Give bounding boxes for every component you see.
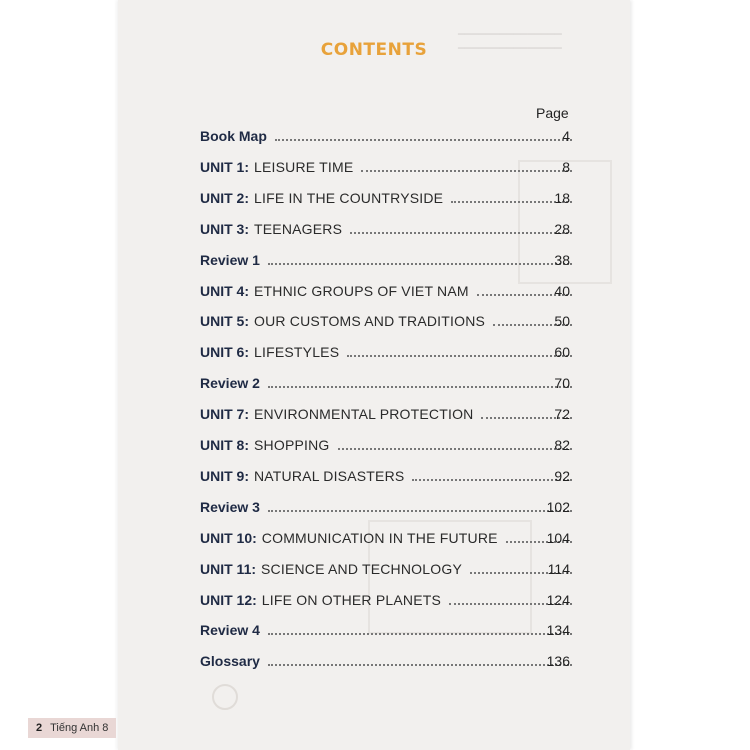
dot-leader (268, 507, 572, 512)
toc-page-number: 60 (554, 344, 570, 361)
toc-entry-label: Review 1 (200, 251, 260, 268)
dot-leader (268, 630, 572, 635)
toc-entry-title: NATURAL DISASTERS (254, 467, 405, 484)
toc-page-number: 114 (547, 560, 570, 577)
toc-entry (200, 588, 572, 608)
toc-entry-title: TEENAGERS (254, 220, 343, 237)
toc-entry (200, 340, 572, 360)
toc-entry (200, 186, 572, 206)
toc-entry-label: UNIT 2: (200, 189, 249, 206)
toc-page-number: 134 (546, 622, 570, 639)
toc-entry-label: Glossary (200, 653, 260, 670)
toc-entry (200, 124, 572, 144)
toc-entry-title: ETHNIC GROUPS OF VIET NAM (254, 282, 469, 299)
toc-entry-label: Book Map (200, 128, 267, 144)
toc-entry (200, 433, 572, 453)
dot-leader (268, 260, 572, 265)
toc-entry (200, 618, 572, 638)
toc-entry (200, 464, 572, 484)
toc-entry (200, 402, 572, 422)
toc-entry (200, 155, 572, 175)
toc-entry-title: COMMUNICATION IN THE FUTURE (261, 529, 498, 546)
toc-entry-label: UNIT 5: (200, 313, 249, 330)
toc-entry (200, 495, 572, 515)
dot-leader (275, 136, 572, 141)
toc-page-number: 18 (554, 189, 570, 206)
toc-entry-title: LIFE ON OTHER PLANETS (261, 591, 442, 608)
toc-entry-label: UNIT 6: (200, 344, 249, 361)
toc-entry-title: SCIENCE AND TECHNOLOGY (261, 560, 462, 577)
footer-page-number: 2 (36, 722, 43, 734)
toc-entry (200, 649, 572, 669)
toc-page-number: 4 (562, 128, 570, 144)
toc-entry-title: LEISURE TIME (254, 158, 354, 175)
toc-entry (200, 217, 572, 237)
toc-entry-label: UNIT 4: (200, 282, 249, 299)
toc-entry-label: UNIT 11: (200, 560, 257, 577)
bleed-through-logo-icon (212, 684, 238, 710)
toc-entry (200, 526, 572, 546)
toc-page-number: 72 (554, 406, 570, 423)
toc-entry-label: UNIT 1: (200, 158, 249, 175)
toc-entry (200, 371, 572, 391)
toc-page-number: 136 (546, 653, 570, 670)
toc-page-number: 8 (562, 158, 570, 175)
footer-badge (28, 718, 116, 738)
toc-entry-title: SHOPPING (254, 437, 330, 453)
toc-entry (200, 279, 572, 299)
toc-entry-label: UNIT 8: (200, 437, 249, 453)
toc-entry (200, 557, 572, 577)
toc-page-number: 50 (554, 313, 570, 330)
toc-page-number: 70 (554, 375, 570, 392)
toc-page-number: 28 (554, 220, 570, 237)
toc-entry-title: LIFE IN THE COUNTRYSIDE (254, 189, 444, 206)
footer-book-title: Tiếng Anh 8 (50, 722, 109, 734)
dot-leader (268, 383, 572, 388)
page-column-header: Page (536, 105, 569, 121)
toc-entry-title: ENVIRONMENTAL PROTECTION (254, 406, 474, 423)
toc-entry-label: Review 2 (200, 375, 260, 392)
toc-page-number: 40 (554, 282, 570, 299)
toc-entry-label: UNIT 3: (200, 220, 249, 237)
dot-leader (268, 661, 572, 666)
bleed-through-text: ▔▔▔▔▔▔▔▔▔▔▔▔▔▔▔ (458, 48, 562, 58)
toc-entry-label: UNIT 10: (200, 529, 257, 546)
toc-entry-title: LIFESTYLES (254, 344, 340, 361)
toc-entry-label: Review 4 (200, 622, 260, 639)
toc-page-number: 102 (546, 498, 570, 515)
toc-entry (200, 248, 572, 268)
toc-page-number: 104 (546, 529, 570, 546)
document-page (118, 0, 630, 750)
toc-page-number: 38 (554, 251, 570, 268)
toc-entry-label: UNIT 9: (200, 467, 249, 484)
toc-page-number: 92 (554, 467, 570, 484)
page-title: CONTENTS (320, 40, 428, 60)
toc-entry-title: OUR CUSTOMS AND TRADITIONS (254, 313, 486, 330)
toc-page-number: 124 (546, 591, 570, 608)
toc-entry (200, 309, 572, 329)
toc-page-number: 82 (554, 437, 570, 453)
toc-entry-label: UNIT 7: (200, 406, 249, 423)
toc-entry-label: Review 3 (200, 498, 260, 515)
bleed-through-text: ▔▔▔▔▔▔▔▔▔▔▔▔▔▔▔ (458, 34, 562, 44)
toc-entry-label: UNIT 12: (200, 591, 257, 608)
